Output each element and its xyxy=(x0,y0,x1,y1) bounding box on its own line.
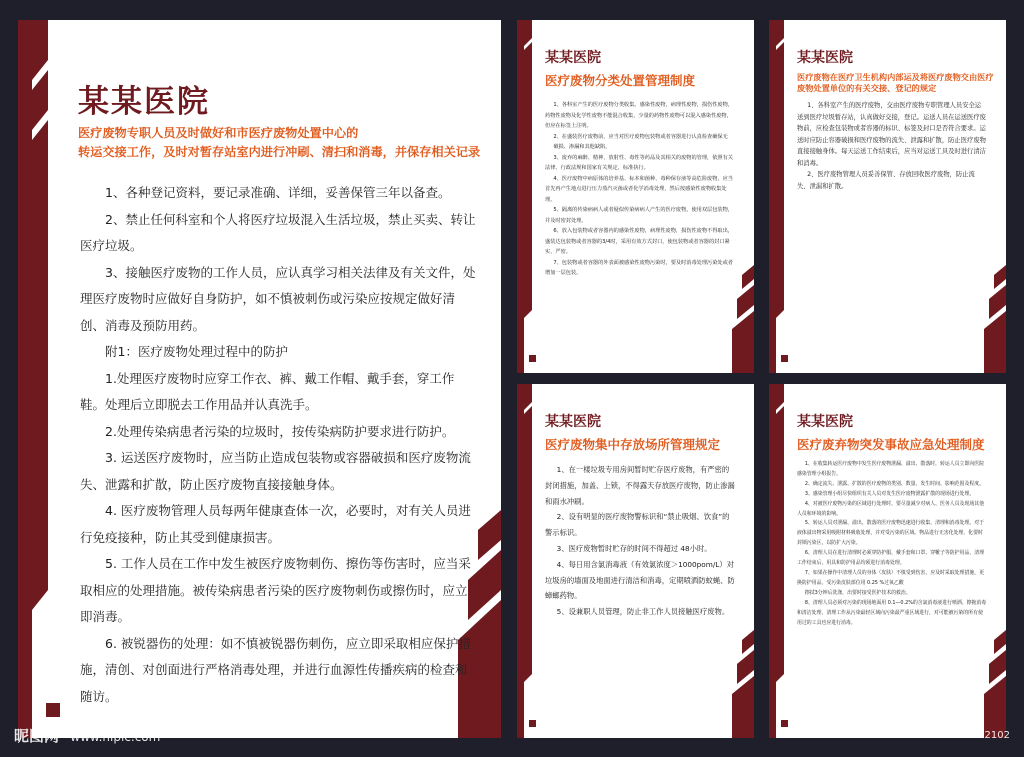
paragraph: 1、在收集转运医疗废物中发生医疗废物泄漏、溢出、散落时，转运人员立即向医院感染管理小组报告。 xyxy=(797,461,985,477)
left-stripe-decoration xyxy=(769,20,791,373)
poster-classification xyxy=(517,20,754,373)
left-stripe-decoration xyxy=(517,384,539,738)
subtitle-line: 医疗废物专职人员及时做好和市医疗废物处置中心的 xyxy=(78,126,359,140)
paragraph: 5. 工作人员在工作中发生被医疗废物刺伤、擦伤等伤害时，应当采取相应的处理措施。被传染病患者污染的医疗废物刺伤或擦伤时，应立即消毒。 xyxy=(80,556,471,624)
paragraph: 2、医疗废物管理人员妥善保管、存放回收医疗废物，防止流失、泄漏和扩散。 xyxy=(797,171,975,190)
paragraph: 5、设兼职人员管理，防止非工作人员接触医疗废物。 xyxy=(556,607,730,617)
paragraph: 6、放入包装物或者容器内的感染性废物，病理性废物，损伤性废物不得取出，盛装达包装物或者容器的3/4时，采用有效方式封口，使包装物或者容器的封口紧实、严密。 xyxy=(545,228,733,255)
appendix-heading: 附1：医疗废物处理过程中的防护 xyxy=(105,344,288,359)
paragraph: 2.处理传染病患者污染的垃圾时，按传染病防护要求进行防护。 xyxy=(105,423,455,439)
corner-square xyxy=(529,355,536,362)
paragraph: 6、清理人员在进行清理时必须穿防护服，戴手套和口罩、穿靴子等防护用品，清理工作结束后，用具和防护用品均须进行消毒处理。 xyxy=(797,550,985,567)
poster-title: 医疗废物集中存放场所管理规定 xyxy=(545,437,721,452)
hospital-name: 某某医院 xyxy=(797,414,853,430)
left-stripe-decoration xyxy=(769,384,791,738)
poster-main xyxy=(18,20,501,738)
paragraph: 擦拭3分钟后洗涤，出要时接受医护技术的救治。 xyxy=(804,589,911,596)
poster-title: 医疗废物在医疗卫生机构内部运及将医疗废物交由医疗废物处置单位的有关交接、登记的规定 xyxy=(797,72,994,93)
watermark-id: ID:27036153 NO:20230505212829472102 xyxy=(796,730,1010,741)
right-stripe-decoration xyxy=(984,630,1006,738)
hospital-name: 某某医院 xyxy=(545,414,601,430)
paragraph: 4、对被医疗废物污染的区域进行处理时，要尽量减少对病人、医务人员及现场其他人员和环境的影响。 xyxy=(797,500,985,517)
subtitle-line: 转运交接工作，及时对暂存站室内进行冲刷、清扫和消毒，并保存相关记录 xyxy=(78,145,481,159)
paragraph: 3、感染管理小组尽快组织有关人员对发生医疗废物泄露扩散的现场进行处理。 xyxy=(804,490,975,497)
poster-storage xyxy=(517,384,754,738)
paragraph: 2、在盛装医疗废物前，应当对医疗废物包装物或者容器进行认真检查确保无 xyxy=(553,133,728,140)
corner-square xyxy=(529,720,536,727)
paragraph: 5、转运人员对泄漏、溢出、散落的医疗废物迅速进行收集，清理和消毒处理。对于液体溢出物采用吸附材料吸收处理，并对受污染的区域、物品进行无害化处理，化要时封锁污染区，以防扩大污染。 xyxy=(797,520,985,547)
paragraph: 4. 医疗废物管理人员每两年健康查体一次，必要时，对有关人员进行免疫接种，防止其受到健康损害。 xyxy=(80,503,471,545)
poster-body xyxy=(545,462,735,620)
paragraph: 2、禁止任何科室和个人将医疗垃圾混入生活垃圾，禁止买卖、转让医疗垃圾。 xyxy=(80,211,476,253)
poster-body xyxy=(545,100,735,279)
left-stripe-decoration xyxy=(18,20,58,738)
paragraph: 4、每日用含氯消毒液（有效氯浓度＞1000pom/L）对垃圾房的墙面及地面进行清洁和消毒，定期喷洒防蚊蝇、防蟑螂药物。 xyxy=(545,559,735,601)
paragraph: 1.处理医疗废物时应穿工作衣、裤、戴工作帽、戴手套，穿工作鞋。处理后立即脱去工作用品并认真洗手。 xyxy=(80,370,455,412)
paragraph: 7、包装物或者容器的外表面被感染性废物污染时，要及时消毒处理污染处或者增加一层包装。 xyxy=(545,259,733,276)
paragraph: 2、确定流失、泄露、扩散的医疗废物的类别、数量、发生时间、影响范围及程度。 xyxy=(804,480,985,487)
poster-title: 医疗废物分类处置管理制度 xyxy=(545,73,696,88)
watermark-url: www.nipic.com xyxy=(70,730,161,744)
paragraph: 1、各科室产生的医疗废物分类收集。感染性废物，病理性废物，损伤性废物，药物性废物及化学性废物不能混合收集，少量的药物性废物可以混入感染性废物，但应在标签上注明。 xyxy=(545,102,733,129)
paragraph: 3. 运送医疗废物时，应当防止造成包装物或容器破损和医疗废物流失、泄露和扩散，防止医疗废物直接接触身体。 xyxy=(80,450,471,492)
corner-square xyxy=(781,720,788,727)
paragraph: 1、在一楼垃圾专用房间暂时贮存医疗废物，有严密的封闭措施，加盖、上锁，不得露天存放医疗废物，防止渗漏和雨水冲刷。 xyxy=(545,465,735,506)
poster-emergency xyxy=(769,384,1006,738)
watermark-logo-text: 昵图网 xyxy=(14,727,60,745)
right-stripe-decoration xyxy=(984,265,1006,373)
left-stripe-decoration xyxy=(517,20,539,373)
paragraph: 2、设有明显的医疗废物警标识和“禁止吸烟、饮食”的警示标识。 xyxy=(545,512,730,538)
hospital-name: 某某医院 xyxy=(78,84,210,120)
corner-square xyxy=(781,355,788,362)
paragraph: 8、清理人员必须对污染的现场地面用 0.1—0.2%的含氯消毒液进行喷洒、擦拖消毒和清洁处理，清理工作从污染最轻区域向污染最严重区域进行，对可能被污染的所有使用过的工具也应进行消毒。 xyxy=(797,599,987,626)
paragraph: 4、医疗废物中病原体的培养基、标本和菌种、毒种保存液等高危险废物，应当首先再产生地点进行压力蒸汽灭菌或者化学消毒处理，然后按感染性废物收集处理。 xyxy=(545,175,733,203)
hospital-name: 某某医院 xyxy=(545,50,601,66)
paragraph: 5、隔离的传染病病人或者疑似传染病病人产生的医疗废物，使用双层包装物，并及时密封处理。 xyxy=(545,207,733,224)
paragraph: 7、如果在操作中清理人员的身体（皮肤）不慎受到伤害，应及时采取处理措施，更换防护用品，受污染皮肤部位用 0.25 %过氧乙酸 xyxy=(797,569,985,586)
paragraph: 1、各种登记资料，要记录准确、详细，妥善保管三年以备查。 xyxy=(105,185,451,200)
paragraph: 1、各科室产生的医疗废物，交由医疗废物专职管理人员安全运送到医疗垃圾暂存站，认真做好交接，登记。运送人员在运送医疗废物前，应检查包装物或者容器的标识、标签及封口是否符合要求。运送时应防止容器破损和医疗废物的流失、泄露和扩散，防止医疗废物直接接触身体。每天运送工作结束后，应当对运送工具及时进行清洁和消毒。 xyxy=(797,102,986,167)
poster-body xyxy=(797,100,987,192)
corner-square xyxy=(46,703,60,717)
paragraph: 3、接触医疗废物的工作人员，应认真学习相关法律及有关文件，处理医疗废物时应做好自身防护，如不慎被刺伤或污染应按规定做好清创、消毒及预防用药。 xyxy=(80,264,476,333)
paragraph: 3、医疗废物暂时贮存的时间不得超过 48小时。 xyxy=(556,543,712,553)
poster-title: 医疗废弃物突发事故应急处理制度 xyxy=(797,437,985,452)
paragraph: 6. 被锐器伤的处理：如不慎被锐器伤刺伤，应立即采取相应保护措施，清创、对创面进行严格消毒处理，并进行血源性传播疾病的检查和随访。 xyxy=(80,635,471,704)
poster-body xyxy=(80,180,478,710)
watermark-logo xyxy=(14,725,160,746)
right-stripe-decoration xyxy=(732,265,754,373)
hospital-name: 某某医院 xyxy=(797,50,853,66)
paragraph: 3、废弃的麻醉、精神、放射性、毒性等药品及其相关的废物的管理，依照有关法律、行政法规和国家有关规定、标准执行。 xyxy=(545,154,733,171)
right-stripe-decoration xyxy=(732,630,754,738)
poster-handover xyxy=(769,20,1006,373)
poster-body xyxy=(797,460,987,628)
paragraph: 破损、渗漏和其他缺陷。 xyxy=(553,144,611,150)
poster-subtitle xyxy=(78,124,498,162)
